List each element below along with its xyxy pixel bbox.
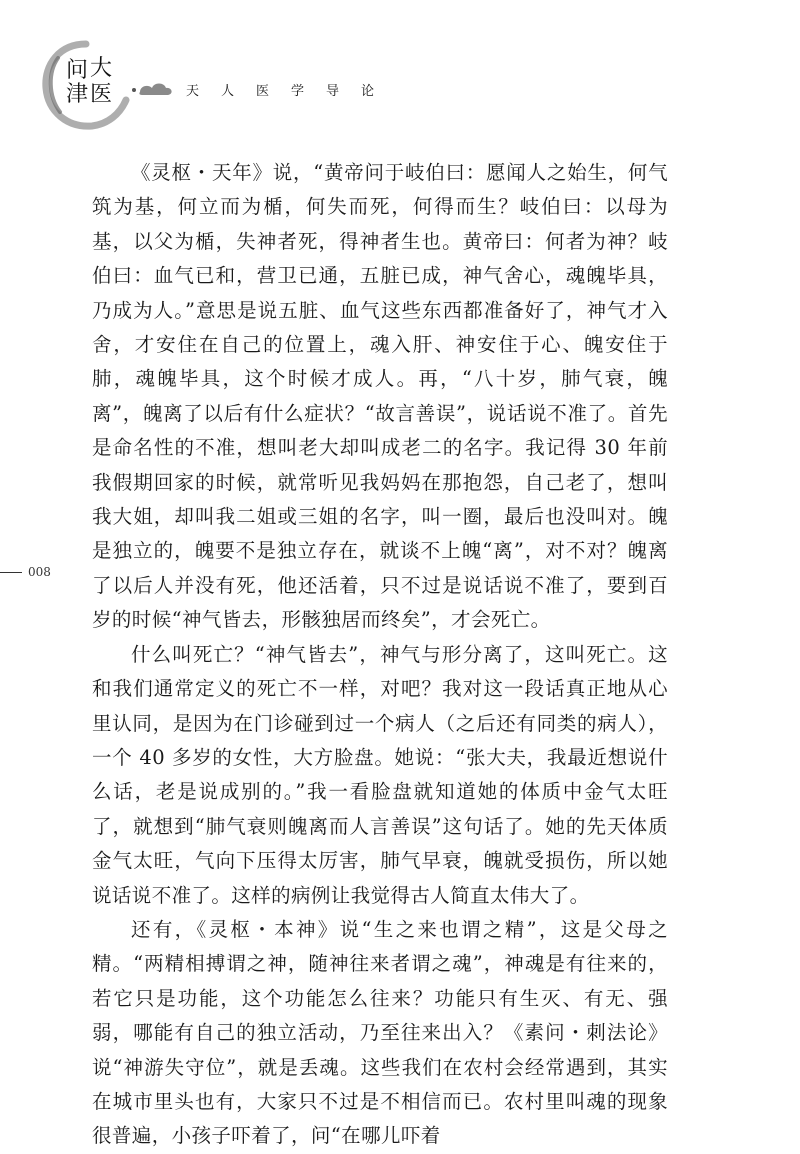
logo-char-wen: 问 [66, 58, 89, 83]
paragraph: 什么叫死亡？“神气皆去”，神气与形分离了，这叫死亡。这和我们通常定义的死亡不一样，对吧？我对这一段话真正地从心里认同，是因为在门诊碰到过一个病人（之后还有同类的病人），一个 40 多岁的女性，大方脸盘。她说：“张大夫，我最近想说什么话，老是说成别的。”我一看脸盘就知道她的体质中金气太旺了，就想到“肺气衰则魄离而人言善误”这句话了。她的先天体质金气太旺，气向下压得太厉害，肺气早衰，魄就受损伤，所以她说话说不准了。这样的病例让我觉得古人简直太伟大了。 [92, 642, 668, 907]
paragraph: 《灵枢・天年》说，“黄帝问于岐伯曰：愿闻人之始生，何气筑为基，何立而为楯，何失而死，何得而生？岐伯曰：以母为基，以父为楯，失神者死，得神者生也。黄帝曰：何者为神？岐伯曰：血气已和，营卫已通，五脏已成，神气舍心，魂魄毕具，乃成为人。”意思是说五脏、血气这些东西都准备好了，神气才入舍，才安住在自己的位置上，魂入肝、神安住于心、魄安住于肺，魂魄毕具，这个时候才成人。再，“八十岁，肺气衰，魄离”，魄离了以后有什么症状？“故言善误”，说话说不准了。首先是命名性的不准，想叫老大却叫成老二的名字。我记得 30 年前我假期回家的时候，就常听见我妈妈在那抱怨，自己老了，想叫我大姐，却叫我二姐或三姐的名字，叫一圈，最后也没叫对。魄是独立的，魄要不是独立存在，就谈不上魄“离”，对不对？魄离了以后人并没有死，他还活着，只不过是说话说不准了，要到百岁的时候“神气皆去，形骸独居而终矣”，才会死亡。 [92, 161, 668, 632]
book-title: 天人医学导论 [186, 84, 397, 99]
page-number [0, 565, 51, 579]
cloud-ornament-icon [130, 78, 176, 98]
series-logo [38, 38, 134, 134]
paragraph: 还有，《灵枢・本神》说“生之来也谓之精”，这是父母之精。“两精相搏谓之神，随神往来者谓之魂”，神魂是有往来的，若它只是功能，这个功能怎么往来？功能只有生灭、有无、强弱，哪能有自己的独立活动，乃至往来出入？《素问・刺法论》说“神游失守位”，就是丢魂。这些我们在农村会经常遇到，其实在城市里头也有，大家只不过是不相信而已。农村里叫魂的现象很普遍，小孩子吓着了，问“在哪儿吓着 [92, 917, 668, 1148]
body-text [92, 156, 668, 1154]
page-header [0, 0, 800, 150]
logo-char-yi: 医 [90, 82, 113, 107]
page-number-rule [0, 572, 22, 573]
logo-char-da: 大 [90, 56, 113, 81]
logo-char-jin: 津 [66, 82, 89, 107]
page-number-text: 008 [28, 565, 51, 579]
